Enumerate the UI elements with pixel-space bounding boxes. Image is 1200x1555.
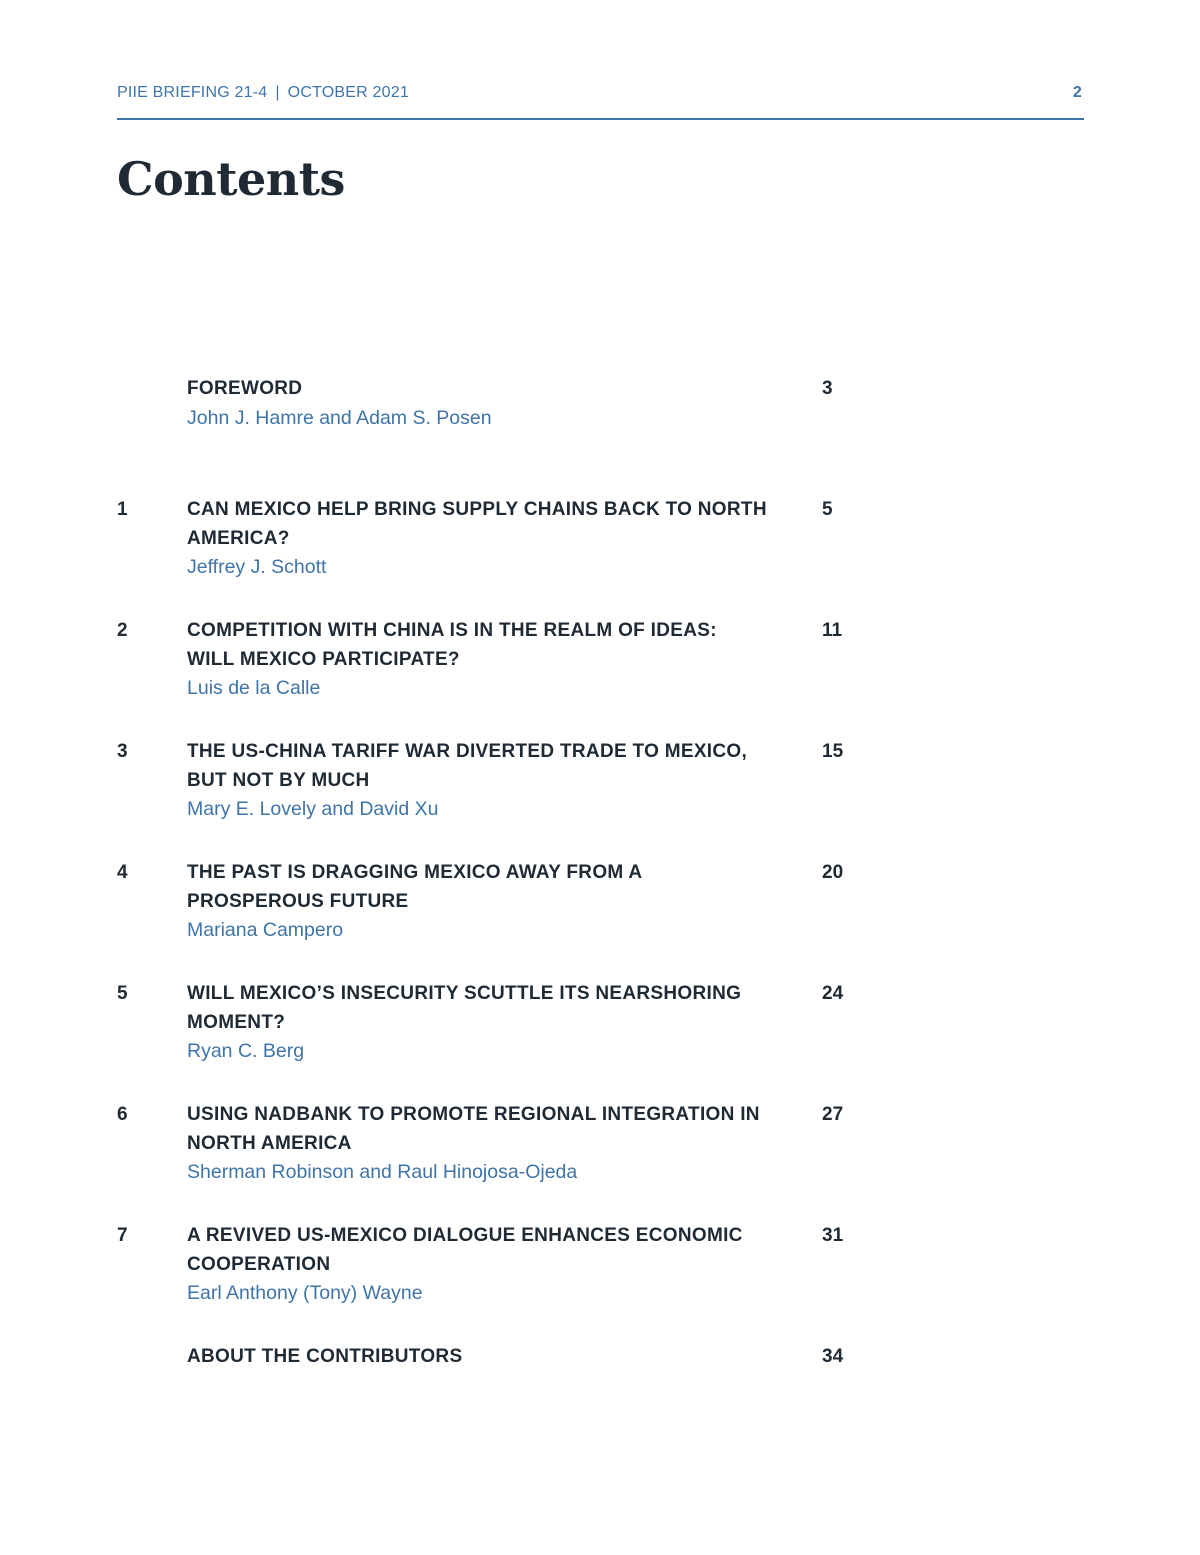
toc-entry-7[interactable] [117, 1222, 917, 1343]
header-left [117, 84, 409, 102]
toc-entry-2[interactable] [117, 617, 917, 738]
toc-entry-contributors[interactable] [117, 1343, 917, 1435]
header-page-number: 2 [1072, 84, 1082, 101]
entry-body [187, 375, 767, 432]
entry-page-number: 24 [822, 983, 844, 1004]
entry-title[interactable]: THE US-CHINA TARIFF WAR DIVERTED TRADE TO MEXICO, BUT NOT BY MUCH [187, 741, 748, 791]
entry-body [187, 496, 767, 581]
entry-number: 6 [117, 1104, 128, 1125]
entry-title[interactable]: A REVIVED US-MEXICO DIALOGUE ENHANCES ECONOMIC COOPERATION [187, 1225, 743, 1275]
entry-authors: John J. Hamre and Adam S. Posen [187, 406, 492, 429]
entry-page-number: 5 [822, 499, 833, 520]
entry-authors: Sherman Robinson and Raul Hinojosa-Ojeda [187, 1161, 578, 1183]
entry-authors: Jeffrey J. Schott [187, 556, 327, 578]
entry-body [187, 1101, 767, 1186]
entry-title[interactable]: THE PAST IS DRAGGING MEXICO AWAY FROM A PROSPEROUS FUTURE [187, 862, 642, 912]
toc-entry-6[interactable] [117, 1101, 917, 1222]
header-rule [117, 118, 1084, 120]
toc-entry-foreword[interactable] [117, 375, 917, 496]
entry-number: 5 [117, 983, 128, 1004]
entry-authors: Earl Anthony (Tony) Wayne [187, 1282, 423, 1304]
toc-entry-3[interactable] [117, 738, 917, 859]
entry-page-number: 27 [822, 1104, 844, 1125]
entry-title[interactable]: COMPETITION WITH CHINA IS IN THE REALM OF IDEAS: WILL MEXICO PARTICIPATE? [187, 620, 717, 670]
toc-entry-1[interactable] [117, 496, 917, 617]
entry-page-number: 11 [822, 620, 843, 641]
entry-body [187, 617, 767, 702]
entry-page-number: 34 [822, 1346, 844, 1367]
entry-title[interactable]: FOREWORD [187, 378, 303, 399]
running-header [117, 82, 1084, 106]
entry-number: 7 [117, 1225, 128, 1246]
toc-entry-5[interactable] [117, 980, 917, 1101]
entry-authors: Mary E. Lovely and David Xu [187, 798, 439, 820]
header-separator: | [275, 84, 280, 101]
entry-authors: Luis de la Calle [187, 677, 321, 699]
entry-title[interactable]: ABOUT THE CONTRIBUTORS [187, 1346, 463, 1367]
entry-page-number: 3 [822, 378, 833, 399]
table-of-contents [117, 375, 917, 1435]
entry-body [187, 738, 767, 823]
publication-label: PIIE BRIEFING 21-4 [117, 84, 268, 101]
entry-body [187, 1343, 767, 1372]
page-title: Contents [117, 152, 345, 206]
entry-title[interactable]: CAN MEXICO HELP BRING SUPPLY CHAINS BACK TO NORTH AMERICA? [187, 499, 767, 549]
entry-authors: Mariana Campero [187, 919, 344, 941]
entry-body [187, 980, 767, 1065]
entry-number: 1 [117, 499, 128, 520]
entry-body [187, 859, 767, 944]
entry-title[interactable]: WILL MEXICO’S INSECURITY SCUTTLE ITS NEARSHORING MOMENT? [187, 983, 742, 1033]
entry-body [187, 1222, 767, 1307]
entry-authors: Ryan C. Berg [187, 1040, 305, 1062]
entry-number: 3 [117, 741, 128, 762]
entry-page-number: 20 [822, 862, 844, 883]
entry-page-number: 15 [822, 741, 844, 762]
entry-page-number: 31 [822, 1225, 844, 1246]
entry-number: 4 [117, 862, 128, 883]
publication-date: OCTOBER 2021 [287, 84, 409, 101]
entry-number: 2 [117, 620, 128, 641]
entry-title[interactable]: USING NADBANK TO PROMOTE REGIONAL INTEGRATION IN NORTH AMERICA [187, 1104, 760, 1154]
toc-entry-4[interactable] [117, 859, 917, 980]
